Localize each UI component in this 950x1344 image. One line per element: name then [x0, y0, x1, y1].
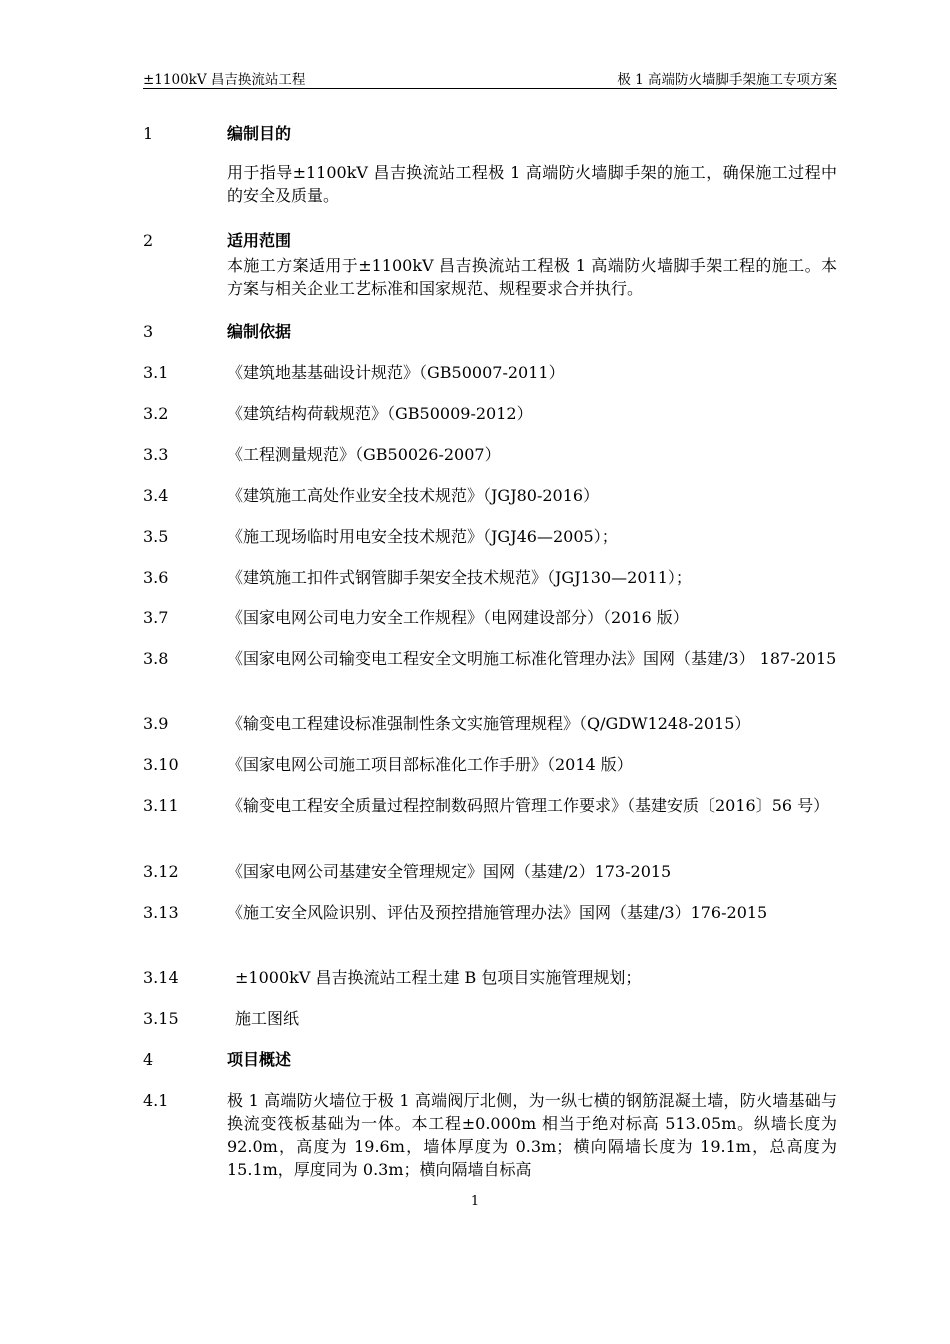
header-document-title: 极 1 高端防火墙脚手架施工专项方案 — [617, 72, 837, 88]
item-text: 《建筑地基基础设计规范》（GB50007-2011） — [227, 363, 565, 382]
item-text: 施工图纸 — [235, 1009, 300, 1028]
item-text: 《国家电网公司基建安全管理规定》国网（基建/2）173-2015 — [227, 862, 672, 881]
item-text: 《施工安全风险识别、评估及预控措施管理办法》国网（基建/3）176-2015 — [227, 903, 768, 922]
item-number: 3.5 — [143, 527, 169, 546]
item-number: 3.15 — [143, 1009, 179, 1028]
section-title: 编制目的 — [227, 124, 292, 143]
item-text: 极 1 高端防火墙位于极 1 高端阀厅北侧，为一纵七横的钢筋混凝土墙，防火墙基础与换流变筏板基础为一体。本工程±0.000m 相当于绝对标高 513.05m。纵墙长度为 92.0m，高度为 19.6m，墙体厚度为 0.3m；横向隔墙长度为 19.1m，总高度为 15.1m，厚度同为 0.3m；横向隔墙自标高 — [227, 1091, 837, 1179]
item-number: 3.1 — [143, 363, 169, 382]
page-header — [143, 66, 837, 89]
item-text: 《施工现场临时用电安全技术规范》（JGJ46—2005）； — [227, 527, 618, 546]
item-text: 《国家电网公司电力安全工作规程》（电网建设部分）（2016 版） — [227, 608, 689, 627]
item-text: 《建筑施工高处作业安全技术规范》（JGJ80-2016） — [227, 486, 600, 505]
item-text: 《国家电网公司施工项目部标准化工作手册》（2014 版） — [227, 755, 633, 774]
item-text: 《输变电工程建设标准强制性条文实施管理规程》（Q/GDW1248-2015） — [227, 714, 751, 733]
item-text: 《国家电网公司输变电工程安全文明施工标准化管理办法》国网（基建/3） 187-2015 — [227, 649, 837, 668]
item-number: 3.13 — [143, 903, 179, 922]
item-number: 3.14 — [143, 968, 179, 987]
header-project-name: ±1100kV 昌吉换流站工程 — [143, 72, 306, 88]
section-title: 适用范围 — [227, 231, 292, 250]
section-title: 编制依据 — [227, 322, 292, 341]
item-text: 《建筑施工扣件式钢管脚手架安全技术规范》（JGJ130—2011）； — [227, 568, 692, 587]
item-number: 4.1 — [143, 1091, 169, 1110]
item-number: 3.12 — [143, 862, 179, 881]
item-number: 3.4 — [143, 486, 169, 505]
item-number: 3.10 — [143, 755, 179, 774]
section-number: 2 — [143, 231, 154, 250]
section-number: 4 — [143, 1050, 154, 1069]
section-number: 3 — [143, 322, 154, 341]
item-text: 《输变电工程安全质量过程控制数码照片管理工作要求》（基建安质〔2016〕56 号） — [227, 796, 830, 815]
item-number: 3.11 — [143, 796, 179, 815]
item-number: 3.6 — [143, 568, 169, 587]
item-number: 3.2 — [143, 404, 169, 423]
item-text: 《工程测量规范》（GB50026-2007） — [227, 445, 501, 464]
item-number: 3.8 — [143, 649, 169, 668]
item-text: ±1000kV 昌吉换流站工程土建 B 包项目实施管理规划； — [235, 968, 642, 987]
section-2-body: 本施工方案适用于±1100kV 昌吉换流站工程极 1 高端防火墙脚手架工程的施工。本方案与相关企业工艺标准和国家规范、规程要求合并执行。 — [227, 256, 837, 298]
section-1-body: 用于指导±1100kV 昌吉换流站工程极 1 高端防火墙脚手架的施工，确保施工过程中的安全及质量。 — [227, 163, 837, 205]
item-number: 3.9 — [143, 714, 169, 733]
section-number: 1 — [143, 124, 154, 143]
item-number: 3.3 — [143, 445, 169, 464]
section-title: 项目概述 — [227, 1050, 292, 1069]
item-text: 《建筑结构荷载规范》（GB50009-2012） — [227, 404, 533, 423]
item-number: 3.7 — [143, 608, 169, 627]
page-number: 1 — [470, 1194, 480, 1209]
